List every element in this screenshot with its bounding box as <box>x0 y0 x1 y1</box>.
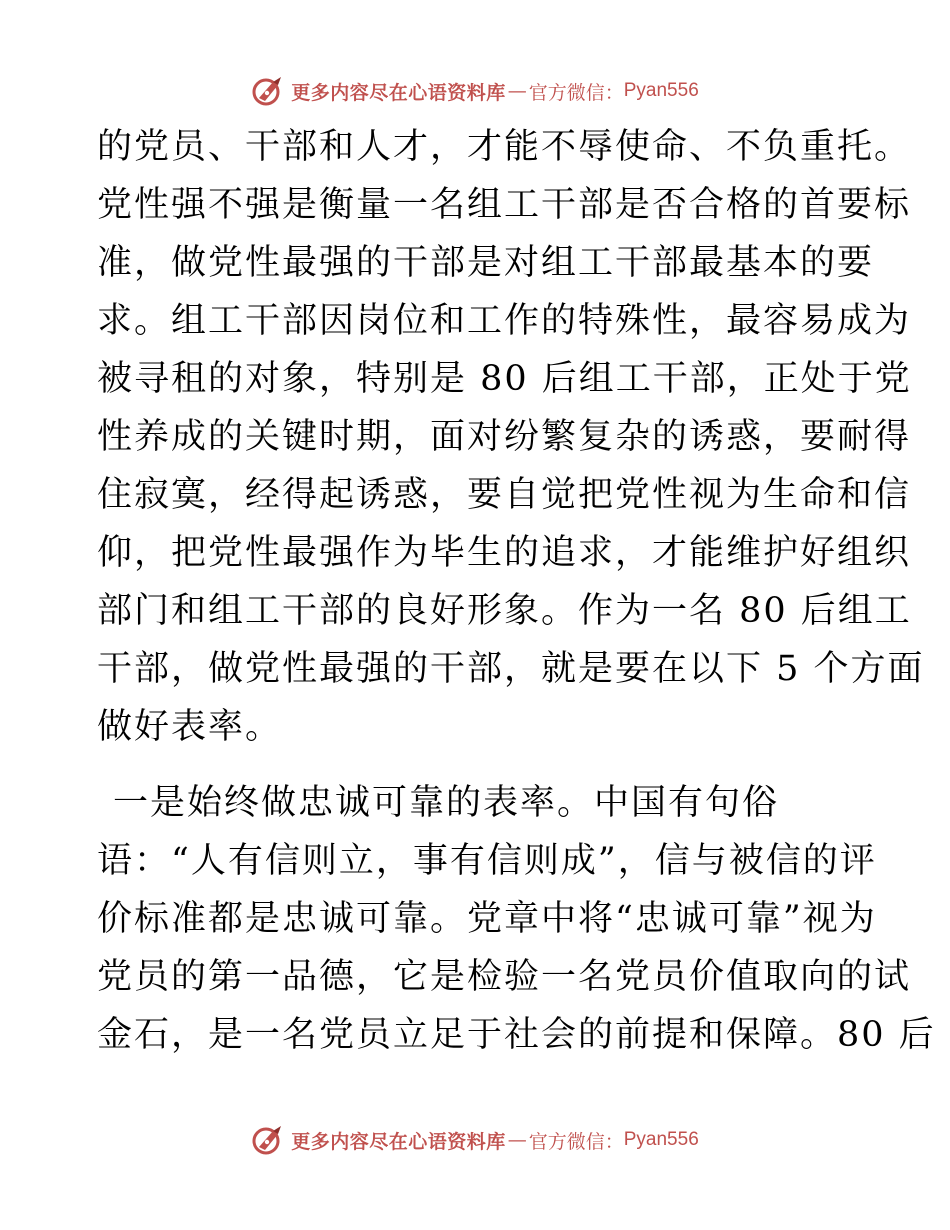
text-line: 干部，做党性最强的干部，就是要在以下 5 个方面 <box>97 649 925 689</box>
banner-prefix: 更多内容尽在心语资料库 <box>291 1130 506 1153</box>
banner-label: 官方微信： <box>528 1130 624 1153</box>
banner-handle: Pyan556 <box>623 1129 699 1150</box>
text-line: 性养成的关键时期，面对纷繁复杂的诱惑，要耐得 <box>97 417 912 457</box>
text-line: 金石，是一名党员立足于社会的前提和保障。80 后 <box>97 1015 936 1055</box>
text-line: 语：“人有信则立，事有信则成”，信与被信的评 <box>97 841 877 881</box>
text-line: 一是始终做忠诚可靠的表率。中国有句俗 <box>113 783 780 823</box>
pen-nib-circle-icon <box>251 74 285 108</box>
text-line: 被寻租的对象，特别是 80 后组工干部，正处于党 <box>97 359 912 399</box>
paragraph-2 <box>97 774 936 1064</box>
text-line: 的党员、干部和人才，才能不辱使命、不负重托。 <box>97 127 912 167</box>
footer-banner <box>0 1120 950 1160</box>
text-line: 住寂寞，经得起诱惑，要自觉把党性视为生命和信 <box>97 475 912 515</box>
text-line: 党性强不强是衡量一名组工干部是否合格的首要标 <box>97 185 912 225</box>
text-line: 准，做党性最强的干部是对组工干部最基本的要 <box>97 243 875 283</box>
header-banner <box>0 71 950 111</box>
text-line: 求。组工干部因岗位和工作的特殊性，最容易成为 <box>97 301 912 341</box>
text-line: 仰，把党性最强作为毕生的追求，才能维护好组织 <box>97 533 912 573</box>
banner-dash: — <box>507 80 527 102</box>
banner-label: 官方微信： <box>528 81 624 104</box>
banner-dash: — <box>507 1129 527 1151</box>
banner-prefix: 更多内容尽在心语资料库 <box>291 81 506 104</box>
banner-handle: Pyan556 <box>623 80 699 101</box>
paragraph-1 <box>97 118 925 756</box>
text-line: 党员的第一品德，它是检验一名党员价值取向的试 <box>97 957 912 997</box>
document-body <box>97 118 936 1064</box>
text-line: 价标准都是忠诚可靠。党章中将“忠诚可靠”视为 <box>97 899 877 939</box>
pen-nib-circle-icon <box>251 1123 285 1157</box>
text-line: 做好表率。 <box>97 707 283 747</box>
text-line: 部门和组工干部的良好形象。作为一名 80 后组工 <box>97 591 912 631</box>
